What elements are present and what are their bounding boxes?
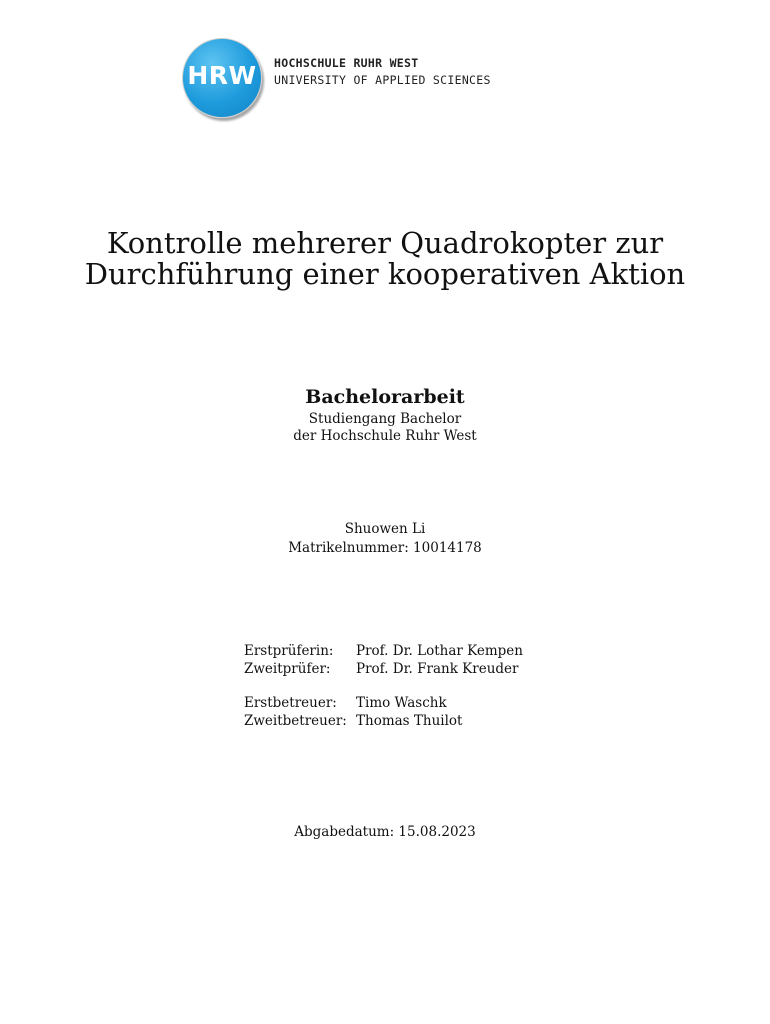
examiner-row (244, 643, 523, 661)
document-type: Bachelorarbeit (305, 386, 465, 408)
examiner-label: Erstprüferin: (244, 643, 334, 659)
thesis-title: Kontrolle mehrerer Quadrokopter zur Durchführung einer kooperativen Aktion (84, 226, 686, 291)
supervisor-label: Zweitbetreuer: (244, 713, 347, 729)
logo-initials: HRW (187, 61, 257, 90)
program-line-1: Studiengang Bachelor (308, 411, 462, 427)
author-name: Shuowen Li (344, 521, 426, 537)
examiner-row (244, 661, 523, 679)
matriculation-number: Matrikelnummer: 10014178 (288, 540, 482, 556)
examiner-label: Zweitprüfer: (244, 661, 331, 677)
supervisor-row (244, 695, 523, 713)
supervisor-row (244, 713, 523, 731)
supervisor-value: Thomas Thuilot (356, 713, 463, 729)
university-logo (182, 38, 502, 118)
program-line-2: der Hochschule Ruhr West (293, 428, 477, 444)
hrw-logo-icon (182, 38, 262, 118)
supervisor-label: Erstbetreuer: (244, 695, 337, 711)
supervisor-value: Timo Waschk (356, 695, 447, 711)
examiner-value: Prof. Dr. Lothar Kempen (356, 643, 523, 659)
examiners-supervisors-block (244, 643, 523, 731)
submission-date: Abgabedatum: 15.08.2023 (294, 824, 476, 840)
university-subtitle: UNIVERSITY OF APPLIED SCIENCES (274, 73, 491, 87)
university-name: HOCHSCHULE RUHR WEST (274, 56, 419, 70)
examiner-value: Prof. Dr. Frank Kreuder (356, 661, 519, 677)
